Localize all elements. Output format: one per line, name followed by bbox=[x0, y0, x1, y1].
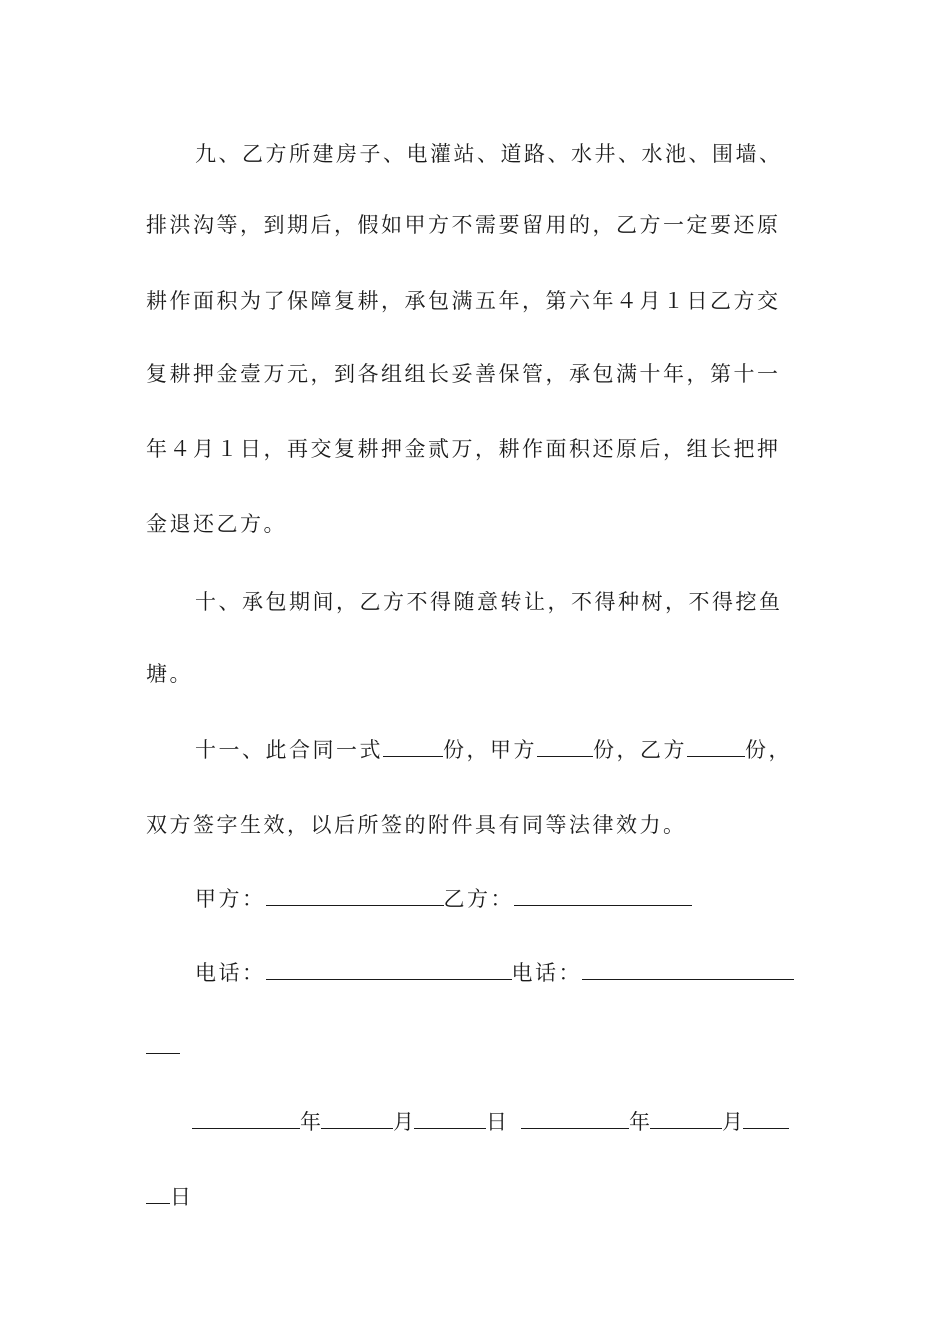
day-blank-b[interactable] bbox=[743, 1106, 789, 1129]
day-label-a: 日 bbox=[486, 1110, 507, 1134]
date-line bbox=[192, 1106, 806, 1137]
date-line-overflow bbox=[146, 1181, 806, 1212]
month-blank-b[interactable] bbox=[650, 1106, 722, 1129]
clause-eleven-line-1 bbox=[195, 734, 806, 765]
phone-a-blank[interactable] bbox=[266, 957, 512, 980]
phone-label-b: 电话： bbox=[511, 961, 582, 985]
party-b-label: 乙方： bbox=[443, 887, 514, 911]
clause-nine-line-6: 金退还乙方。 bbox=[146, 512, 287, 536]
party-b-unit: 份， bbox=[745, 738, 792, 762]
copies-blank[interactable] bbox=[383, 734, 443, 757]
party-b-copies-blank[interactable] bbox=[687, 734, 745, 757]
phone-b-blank-continued[interactable] bbox=[146, 1031, 180, 1054]
clause-ten-line-1: 十、承包期间，乙方不得随意转让，不得种树，不得挖鱼 bbox=[195, 590, 783, 614]
day-label-b: 日 bbox=[170, 1185, 191, 1209]
party-b-signature-blank[interactable] bbox=[514, 883, 692, 906]
year-label-b: 年 bbox=[629, 1110, 650, 1134]
month-label-b: 月 bbox=[722, 1110, 743, 1134]
year-label-a: 年 bbox=[300, 1110, 321, 1134]
phone-line-overflow bbox=[146, 1031, 806, 1062]
copies-unit: 份，甲方 bbox=[443, 738, 537, 762]
clause-nine-line-1: 九、乙方所建房子、电灌站、道路、水井、水池、围墙、 bbox=[195, 142, 783, 166]
phone-b-blank[interactable] bbox=[582, 957, 794, 980]
clause-nine-line-5: 年４月１日，再交复耕押金贰万，耕作面积还原后，组长把押 bbox=[146, 437, 781, 461]
clause-nine-line-4: 复耕押金壹万元，到各组组长妥善保管，承包满十年，第十一 bbox=[146, 362, 781, 386]
party-a-unit: 份，乙方 bbox=[593, 738, 687, 762]
month-blank-a[interactable] bbox=[321, 1106, 393, 1129]
day-blank-a[interactable] bbox=[414, 1106, 486, 1129]
party-a-copies-blank[interactable] bbox=[537, 734, 593, 757]
month-label-a: 月 bbox=[393, 1110, 414, 1134]
party-a-signature-blank[interactable] bbox=[266, 883, 444, 906]
clause-eleven-prefix: 十一、此合同一式 bbox=[195, 738, 383, 762]
clause-eleven-line-2: 双方签字生效，以后所签的附件具有同等法律效力。 bbox=[146, 813, 687, 837]
party-a-label: 甲方： bbox=[195, 887, 266, 911]
year-blank-b[interactable] bbox=[521, 1106, 629, 1129]
clause-ten-line-2: 塘。 bbox=[146, 662, 193, 686]
phone-line bbox=[195, 957, 806, 988]
year-blank-a[interactable] bbox=[192, 1106, 300, 1129]
day-blank-b-continued[interactable] bbox=[146, 1181, 170, 1204]
clause-nine-line-2: 排洪沟等，到期后，假如甲方不需要留用的，乙方一定要还原 bbox=[146, 213, 781, 237]
clause-nine-line-3: 耕作面积为了保障复耕，承包满五年，第六年４月１日乙方交 bbox=[146, 289, 781, 313]
phone-label-a: 电话： bbox=[195, 961, 266, 985]
party-signature-line bbox=[195, 883, 806, 914]
